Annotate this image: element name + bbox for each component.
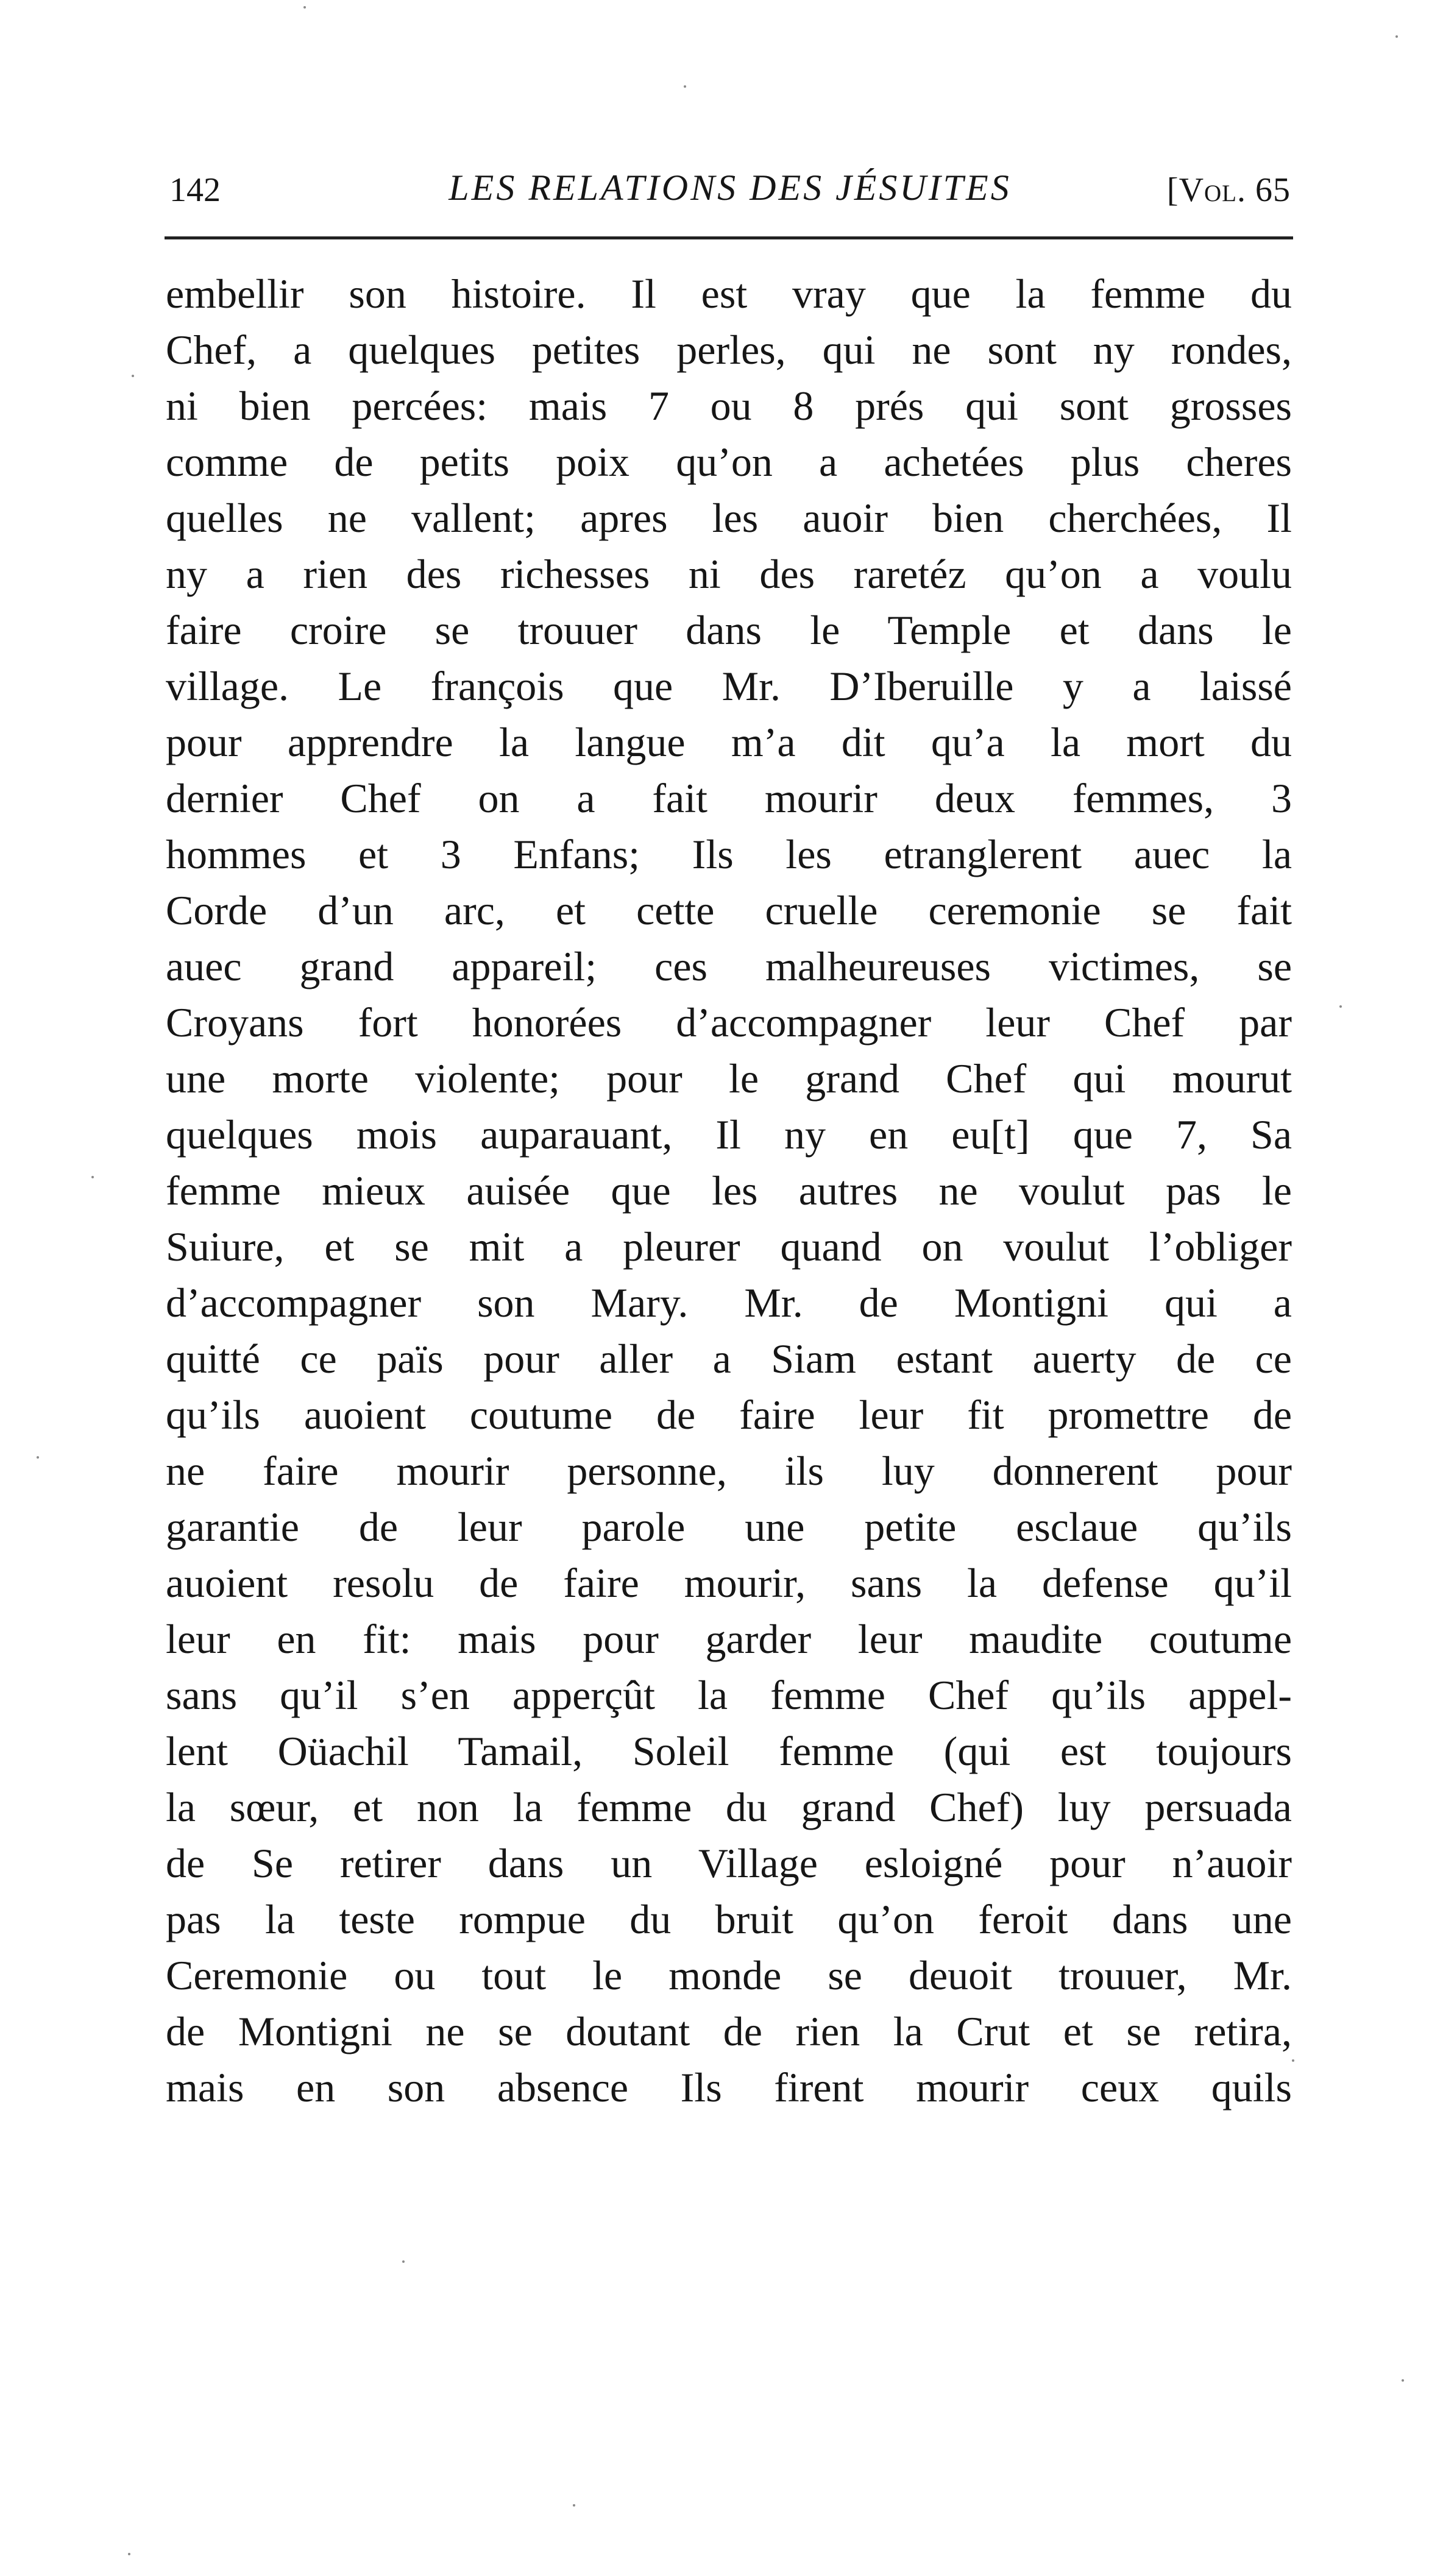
text-line: la sœur, et non la femme du grand Chef) luy persuada — [166, 1784, 1292, 1830]
text-line: garantie de leur parole une petite esclaue qu’ils — [166, 1504, 1292, 1550]
text-line: d’accompagner son Mary. Mr. de Montigni qui a — [166, 1279, 1292, 1326]
text-line: lent Oüachil Tamail, Soleil femme (qui est toujours — [166, 1728, 1292, 1774]
text-line: une morte violente; pour le grand Chef qui mourut — [166, 1055, 1292, 1102]
paper-speck — [1339, 1005, 1342, 1008]
text-line: village. Le françois que Mr. D’Iberuille y a laissé — [166, 663, 1292, 709]
text-line: faire croire se trouuer dans le Temple et dans le — [166, 607, 1292, 653]
paper-speck — [128, 2553, 130, 2555]
text-line: Suiure, et se mit a pleurer quand on voulut l’obliger — [166, 1223, 1292, 1270]
text-line: Chef, a quelques petites perles, qui ne sont ny rondes, — [166, 327, 1292, 373]
text-line: de Se retirer dans un Village esloigné pour n’auoir — [166, 1840, 1292, 1886]
volume-label: [Vol. 65 — [1166, 171, 1291, 209]
text-line: pour apprendre la langue m’a dit qu’a la mort du — [166, 719, 1292, 765]
text-line: ne faire mourir personne, ils luy donnerent pour — [166, 1448, 1292, 1494]
text-line: auec grand appareil; ces malheureuses victimes, se — [166, 943, 1292, 989]
paper-speck — [91, 1176, 94, 1178]
text-line: comme de petits poix qu’on a achetées plus cheres — [166, 439, 1292, 485]
body-text — [166, 266, 1292, 2115]
paper-speck — [132, 375, 134, 377]
paper-speck — [684, 85, 686, 88]
text-line: de Montigni ne se doutant de rien la Crut et se retira, — [166, 2008, 1292, 2054]
text-line: quitté ce païs pour aller a Siam estant auerty de ce — [166, 1336, 1292, 1382]
text-line: quelles ne vallent; apres les auoir bien cherchées, Il — [166, 495, 1292, 541]
text-line: sans qu’il s’en apperçût la femme Chef qu’ils appel- — [166, 1672, 1292, 1718]
book-title: LES RELATIONS DES JÉSUITES — [448, 168, 1012, 208]
text-line: Corde d’un arc, et cette cruelle ceremonie se fait — [166, 887, 1292, 933]
text-line: quelques mois auparauant, Il ny en eu[t] que 7, Sa — [166, 1111, 1292, 1158]
paper-speck — [303, 6, 306, 9]
paper-speck — [37, 1456, 39, 1459]
paper-speck — [573, 2504, 575, 2507]
text-line: qu’ils auoient coutume de faire leur fit promettre de — [166, 1392, 1292, 1438]
text-line: leur en fit: mais pour garder leur maudite coutume — [166, 1616, 1292, 1662]
text-line: Croyans fort honorées d’accompagner leur Chef par — [166, 999, 1292, 1046]
text-line: dernier Chef on a fait mourir deux femmes, 3 — [166, 775, 1292, 821]
text-line: ni bien percées: mais 7 ou 8 prés qui sont grosses — [166, 383, 1292, 429]
text-line: femme mieux auisée que les autres ne voulut pas le — [166, 1167, 1292, 1214]
paper-speck — [1395, 35, 1398, 38]
text-line: pas la teste rompue du bruit qu’on feroit dans une — [166, 1896, 1292, 1942]
text-line: auoient resolu de faire mourir, sans la defense qu’il — [166, 1560, 1292, 1606]
text-line: Ceremonie ou tout le monde se deuoit trouuer, Mr. — [166, 1952, 1292, 1998]
text-line: hommes et 3 Enfans; Ils les etranglerent auec la — [166, 831, 1292, 877]
header-rule — [165, 236, 1293, 239]
page-number: 142 — [169, 171, 221, 209]
text-line: mais en son absence Ils firent mourir ceux quils — [166, 2064, 1292, 2111]
running-head — [169, 166, 1291, 214]
paper-speck — [1402, 2379, 1404, 2382]
text-line: ny a rien des richesses ni des raretéz qu’on a voulu — [166, 551, 1292, 597]
paper-speck — [1292, 2059, 1294, 2062]
paper-speck — [402, 2260, 405, 2263]
text-line: embellir son histoire. Il est vray que la femme du — [166, 271, 1292, 317]
